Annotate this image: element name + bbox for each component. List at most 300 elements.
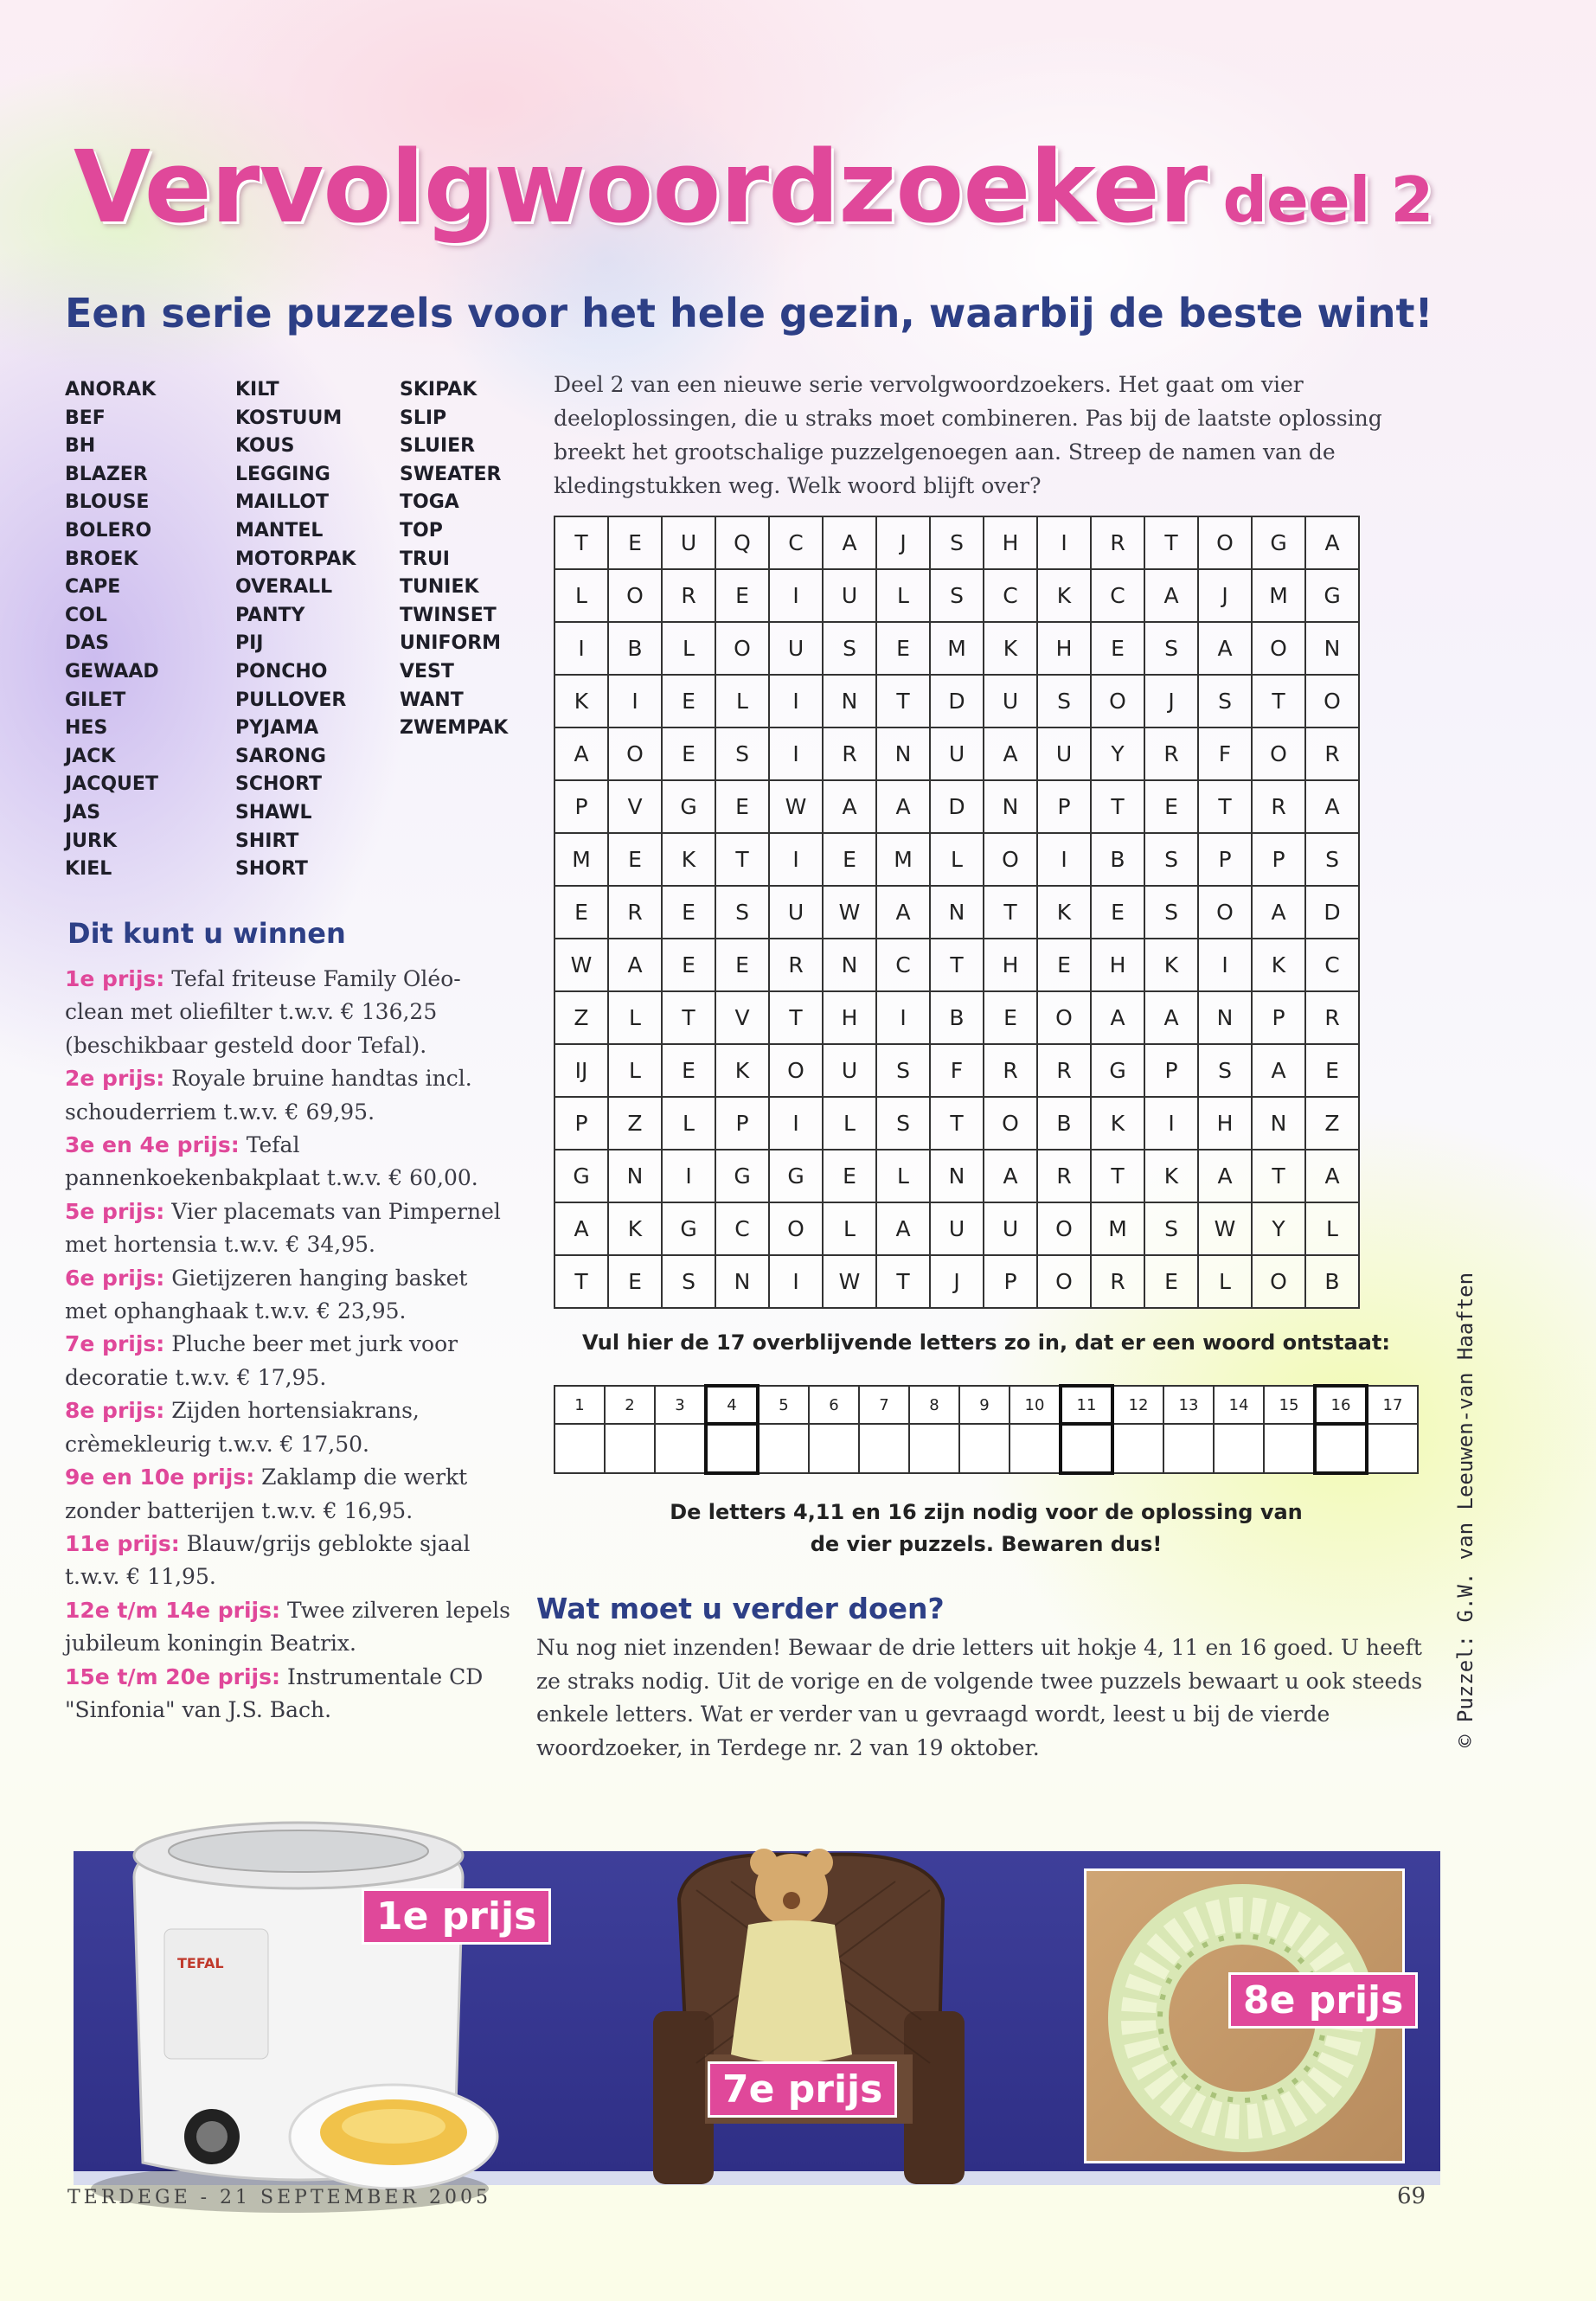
grid-cell[interactable]: U xyxy=(769,622,823,675)
grid-cell[interactable]: J xyxy=(1198,569,1252,622)
grid-cell[interactable]: S xyxy=(1144,1202,1198,1255)
grid-cell[interactable]: A xyxy=(1252,1044,1305,1097)
grid-cell[interactable]: L xyxy=(930,833,984,886)
grid-cell[interactable]: S xyxy=(715,886,769,939)
grid-cell[interactable]: R xyxy=(823,727,876,780)
grid-cell[interactable]: E xyxy=(715,569,769,622)
grid-cell[interactable]: E xyxy=(1144,1255,1198,1308)
grid-cell[interactable]: S xyxy=(1144,622,1198,675)
answer-number-row xyxy=(554,1386,1418,1424)
prize-label: 1e prijs: xyxy=(65,966,165,991)
grid-cell[interactable]: I xyxy=(1144,1097,1198,1150)
grid-cell[interactable]: L xyxy=(823,1202,876,1255)
grid-cell[interactable]: T xyxy=(876,675,930,727)
grid-cell[interactable]: A xyxy=(1252,886,1305,939)
grid-cell[interactable]: O xyxy=(608,727,662,780)
answer-box-input[interactable] xyxy=(909,1424,959,1473)
word-list-item: PYJAMA xyxy=(235,717,319,740)
grid-cell[interactable]: I xyxy=(769,675,823,727)
grid-cell[interactable]: S xyxy=(876,1097,930,1150)
grid-cell[interactable]: T xyxy=(554,516,608,569)
prize-text: Royale bruine handtas incl. schouderriem t.w.v. € 69,95. xyxy=(65,1066,472,1125)
grid-cell[interactable]: U xyxy=(1037,727,1091,780)
grid-cell[interactable]: T xyxy=(930,939,984,991)
grid-cell[interactable]: A xyxy=(1144,569,1198,622)
grid-cell[interactable]: E xyxy=(876,622,930,675)
grid-cell[interactable]: L xyxy=(876,569,930,622)
grid-cell[interactable]: N xyxy=(823,675,876,727)
word-list-item: KOSTUUM xyxy=(235,407,343,429)
grid-cell[interactable]: R xyxy=(1305,991,1359,1044)
grid-cell[interactable]: S xyxy=(1144,886,1198,939)
grid-cell[interactable]: A xyxy=(1198,622,1252,675)
grid-cell[interactable]: M xyxy=(1091,1202,1144,1255)
word-list-column-3 xyxy=(400,376,508,743)
answer-box-input[interactable] xyxy=(554,1424,605,1473)
grid-cell[interactable]: T xyxy=(1252,1150,1305,1202)
grid-cell[interactable]: C xyxy=(715,1202,769,1255)
grid-cell[interactable]: L xyxy=(1305,1202,1359,1255)
grid-cell[interactable]: A xyxy=(1305,1150,1359,1202)
grid-cell[interactable]: W xyxy=(823,1255,876,1308)
grid-cell[interactable]: C xyxy=(876,939,930,991)
grid-cell[interactable]: R xyxy=(1252,780,1305,833)
grid-cell[interactable]: M xyxy=(876,833,930,886)
word-list-item: JACQUET xyxy=(65,773,158,796)
prize-item xyxy=(65,1461,515,1528)
grid-cell[interactable]: N xyxy=(984,780,1037,833)
grid-cell[interactable]: E xyxy=(1091,886,1144,939)
grid-cell[interactable]: W xyxy=(554,939,608,991)
grid-cell[interactable]: C xyxy=(1091,569,1144,622)
grid-cell[interactable]: R xyxy=(1037,1044,1091,1097)
prize-item xyxy=(65,963,515,1062)
prize-item xyxy=(65,1528,515,1594)
grid-cell[interactable]: N xyxy=(1198,991,1252,1044)
answer-box-input[interactable] xyxy=(1315,1424,1367,1473)
grid-cell[interactable]: G xyxy=(1091,1044,1144,1097)
grid-cell[interactable]: A xyxy=(876,1202,930,1255)
grid-cell[interactable]: U xyxy=(823,569,876,622)
grid-cell[interactable]: A xyxy=(1305,516,1359,569)
grid-cell[interactable]: T xyxy=(1091,780,1144,833)
title-main: Vervolgwoordzoeker xyxy=(74,130,1208,246)
grid-cell[interactable]: N xyxy=(608,1150,662,1202)
word-search-grid xyxy=(554,516,1360,1309)
answer-box-input[interactable] xyxy=(859,1424,909,1473)
grid-cell[interactable]: A xyxy=(1198,1150,1252,1202)
grid-cell[interactable]: N xyxy=(1252,1097,1305,1150)
grid-row xyxy=(554,622,1359,675)
grid-cell[interactable]: P xyxy=(1037,780,1091,833)
grid-cell[interactable]: V xyxy=(608,780,662,833)
grid-cell[interactable]: H xyxy=(984,939,1037,991)
prize-text: Tefal pannenkoekenbakplaat t.w.v. € 60,00. xyxy=(65,1132,478,1191)
answer-box-input[interactable] xyxy=(1264,1424,1315,1473)
word-list-item: SLIP xyxy=(400,407,447,429)
word-list-item: UNIFORM xyxy=(400,632,502,655)
grid-cell[interactable]: A xyxy=(1144,991,1198,1044)
grid-cell[interactable]: N xyxy=(1305,622,1359,675)
prize-list xyxy=(65,963,515,1727)
grid-cell[interactable]: E xyxy=(608,1255,662,1308)
grid-cell[interactable]: G xyxy=(554,1150,608,1202)
grid-cell[interactable]: I xyxy=(876,991,930,1044)
word-list-item: BEF xyxy=(65,407,106,429)
grid-cell[interactable]: L xyxy=(608,991,662,1044)
grid-cell[interactable]: Y xyxy=(1091,727,1144,780)
grid-cell[interactable]: G xyxy=(715,1150,769,1202)
grid-cell[interactable]: E xyxy=(715,939,769,991)
grid-cell[interactable]: C xyxy=(984,569,1037,622)
grid-cell[interactable]: R xyxy=(769,939,823,991)
answer-note xyxy=(554,1497,1419,1561)
prize-label: 3e en 4e prijs: xyxy=(65,1132,240,1158)
grid-cell[interactable]: K xyxy=(1144,939,1198,991)
grid-cell[interactable]: O xyxy=(1037,991,1091,1044)
grid-cell[interactable]: E xyxy=(608,833,662,886)
grid-cell[interactable]: I xyxy=(769,1255,823,1308)
grid-cell[interactable]: H xyxy=(984,516,1037,569)
word-list-item: VEST xyxy=(400,660,454,683)
grid-cell[interactable]: E xyxy=(823,833,876,886)
grid-cell[interactable]: A xyxy=(823,780,876,833)
answer-box-input[interactable] xyxy=(1214,1424,1264,1473)
grid-cell[interactable]: K xyxy=(1252,939,1305,991)
answer-box-number: 2 xyxy=(605,1386,655,1424)
grid-cell[interactable]: K xyxy=(1144,1150,1198,1202)
grid-cell[interactable]: K xyxy=(715,1044,769,1097)
grid-cell[interactable]: R xyxy=(1091,1255,1144,1308)
grid-cell[interactable]: R xyxy=(1037,1150,1091,1202)
grid-cell[interactable]: N xyxy=(930,886,984,939)
grid-cell[interactable]: S xyxy=(715,727,769,780)
grid-cell[interactable]: J xyxy=(930,1255,984,1308)
answer-box-number: 12 xyxy=(1112,1386,1163,1424)
answer-box-input[interactable] xyxy=(809,1424,859,1473)
grid-cell[interactable]: P xyxy=(1198,833,1252,886)
grid-cell[interactable]: N xyxy=(823,939,876,991)
grid-cell[interactable]: E xyxy=(662,675,715,727)
grid-cell[interactable]: O xyxy=(1252,622,1305,675)
answer-box-input[interactable] xyxy=(605,1424,655,1473)
answer-box-input[interactable] xyxy=(1010,1424,1061,1473)
grid-cell[interactable]: T xyxy=(554,1255,608,1308)
grid-cell[interactable]: I xyxy=(1037,516,1091,569)
prize-label: 5e prijs: xyxy=(65,1198,165,1224)
grid-cell[interactable]: O xyxy=(1198,886,1252,939)
grid-cell[interactable]: I xyxy=(769,1097,823,1150)
grid-cell[interactable]: N xyxy=(876,727,930,780)
grid-cell[interactable]: Z xyxy=(554,991,608,1044)
footer-publication: TERDEGE - 21 SEPTEMBER 2005 xyxy=(67,2187,492,2208)
word-list-item: SHORT xyxy=(235,858,308,881)
grid-cell[interactable]: U xyxy=(769,886,823,939)
grid-cell[interactable]: B xyxy=(1037,1097,1091,1150)
grid-cell[interactable]: W xyxy=(823,886,876,939)
grid-cell[interactable]: T xyxy=(1144,516,1198,569)
grid-cell[interactable]: I xyxy=(1037,833,1091,886)
grid-cell[interactable]: P xyxy=(715,1097,769,1150)
grid-cell[interactable]: A xyxy=(876,780,930,833)
grid-cell[interactable]: L xyxy=(554,569,608,622)
prize-label: 7e prijs: xyxy=(65,1331,165,1357)
word-list-item: SHIRT xyxy=(235,830,299,852)
grid-cell[interactable]: Q xyxy=(715,516,769,569)
grid-cell[interactable]: L xyxy=(608,1044,662,1097)
grid-cell[interactable]: N xyxy=(930,1150,984,1202)
grid-cell[interactable]: R xyxy=(1144,727,1198,780)
answer-box-number: 13 xyxy=(1163,1386,1214,1424)
grid-cell[interactable]: A xyxy=(1091,991,1144,1044)
grid-cell[interactable]: G xyxy=(1305,569,1359,622)
grid-cell[interactable]: A xyxy=(608,939,662,991)
grid-cell[interactable]: M xyxy=(554,833,608,886)
subtitle: Een serie puzzels voor het hele gezin, waarbij de beste wint! xyxy=(65,290,1433,336)
grid-cell[interactable]: R xyxy=(984,1044,1037,1097)
prize-text: Gietijzeren hanging basket met ophanghaak t.w.v. € 23,95. xyxy=(65,1265,468,1324)
grid-cell[interactable]: E xyxy=(662,1044,715,1097)
grid-cell[interactable]: F xyxy=(930,1044,984,1097)
grid-cell[interactable]: D xyxy=(1305,886,1359,939)
prize-text: Instrumentale CD "Sinfonia" van J.S. Bach. xyxy=(65,1663,484,1722)
word-list-item: KILT xyxy=(235,379,279,401)
grid-cell[interactable]: L xyxy=(823,1097,876,1150)
grid-cell[interactable]: R xyxy=(608,886,662,939)
grid-cell[interactable]: Z xyxy=(1305,1097,1359,1150)
answer-box-number: 7 xyxy=(859,1386,909,1424)
grid-cell[interactable]: E xyxy=(662,939,715,991)
grid-cell[interactable]: H xyxy=(1198,1097,1252,1150)
answer-box-input[interactable] xyxy=(655,1424,706,1473)
grid-cell[interactable]: U xyxy=(984,1202,1037,1255)
grid-cell[interactable]: G xyxy=(662,780,715,833)
grid-cell[interactable]: U xyxy=(823,1044,876,1097)
grid-cell[interactable]: L xyxy=(662,1097,715,1150)
grid-cell[interactable]: A xyxy=(554,727,608,780)
prize-item xyxy=(65,1262,515,1329)
grid-cell[interactable]: H xyxy=(1037,622,1091,675)
grid-cell[interactable]: E xyxy=(1305,1044,1359,1097)
grid-cell[interactable]: S xyxy=(930,516,984,569)
grid-cell[interactable]: E xyxy=(608,516,662,569)
grid-cell[interactable]: L xyxy=(876,1150,930,1202)
grid-cell[interactable]: K xyxy=(662,833,715,886)
grid-cell[interactable]: P xyxy=(1144,1044,1198,1097)
grid-cell[interactable]: U xyxy=(984,675,1037,727)
grid-cell[interactable]: R xyxy=(1091,516,1144,569)
grid-cell[interactable]: A xyxy=(984,1150,1037,1202)
word-list-item: JURK xyxy=(65,830,118,852)
grid-cell[interactable]: B xyxy=(1091,833,1144,886)
grid-cell[interactable]: E xyxy=(823,1150,876,1202)
grid-cell[interactable]: K xyxy=(1037,569,1091,622)
grid-cell[interactable]: I xyxy=(769,833,823,886)
grid-cell[interactable]: E xyxy=(1144,780,1198,833)
grid-cell[interactable]: T xyxy=(769,991,823,1044)
grid-cell[interactable]: O xyxy=(715,622,769,675)
grid-cell[interactable]: L xyxy=(662,622,715,675)
grid-cell[interactable]: E xyxy=(662,886,715,939)
answer-box-input[interactable] xyxy=(1061,1424,1112,1473)
prize-label: 2e prijs: xyxy=(65,1066,165,1092)
prize-label: 9e en 10e prijs: xyxy=(65,1465,255,1490)
grid-cell[interactable]: J xyxy=(1144,675,1198,727)
grid-cell[interactable]: G xyxy=(1252,516,1305,569)
word-list-item: MAILLOT xyxy=(235,491,330,514)
grid-cell[interactable]: T xyxy=(1091,1150,1144,1202)
grid-cell[interactable]: M xyxy=(1252,569,1305,622)
grid-cell[interactable]: P xyxy=(984,1255,1037,1308)
grid-cell[interactable]: A xyxy=(823,516,876,569)
word-list-item: TOP xyxy=(400,519,443,542)
grid-cell[interactable]: O xyxy=(1037,1255,1091,1308)
grid-cell[interactable]: O xyxy=(984,833,1037,886)
chair-teddy-photo xyxy=(644,1795,973,2202)
grid-cell[interactable]: S xyxy=(823,622,876,675)
word-list-item: JAS xyxy=(65,801,101,824)
grid-cell[interactable]: O xyxy=(1198,516,1252,569)
grid-cell[interactable]: Y xyxy=(1252,1202,1305,1255)
grid-cell[interactable]: W xyxy=(769,780,823,833)
grid-cell[interactable]: T xyxy=(662,991,715,1044)
grid-cell[interactable]: S xyxy=(662,1255,715,1308)
grid-cell[interactable]: I xyxy=(769,569,823,622)
grid-cell[interactable]: E xyxy=(1091,622,1144,675)
grid-cell[interactable]: J xyxy=(876,516,930,569)
grid-cell[interactable]: D xyxy=(930,675,984,727)
grid-cell[interactable]: P xyxy=(1252,991,1305,1044)
answer-box-input[interactable] xyxy=(758,1424,809,1473)
word-list-item: GILET xyxy=(65,689,126,711)
grid-cell[interactable]: T xyxy=(984,886,1037,939)
grid-cell[interactable]: B xyxy=(608,622,662,675)
grid-cell[interactable]: H xyxy=(823,991,876,1044)
grid-cell[interactable]: L xyxy=(715,675,769,727)
grid-cell[interactable]: S xyxy=(930,569,984,622)
grid-cell[interactable]: A xyxy=(1305,780,1359,833)
grid-cell[interactable]: I xyxy=(769,727,823,780)
word-list-item: BH xyxy=(65,435,96,458)
answer-box-number: 4 xyxy=(706,1386,758,1424)
grid-cell[interactable]: A xyxy=(984,727,1037,780)
grid-cell[interactable]: G xyxy=(662,1202,715,1255)
grid-cell[interactable]: P xyxy=(554,1097,608,1150)
grid-cell[interactable]: T xyxy=(1252,675,1305,727)
grid-cell[interactable]: P xyxy=(1252,833,1305,886)
prize-text: Twee zilveren lepels jubileum koningin Beatrix. xyxy=(65,1597,510,1657)
grid-row xyxy=(554,780,1359,833)
grid-cell[interactable]: W xyxy=(1198,1202,1252,1255)
grid-cell[interactable]: S xyxy=(1305,833,1359,886)
grid-cell[interactable]: R xyxy=(662,569,715,622)
grid-cell[interactable]: O xyxy=(769,1044,823,1097)
grid-cell[interactable]: U xyxy=(930,727,984,780)
grid-cell[interactable]: V xyxy=(715,991,769,1044)
grid-cell[interactable]: B xyxy=(930,991,984,1044)
grid-cell[interactable]: E xyxy=(715,780,769,833)
word-list-item: BLAZER xyxy=(65,463,148,485)
answer-box-input[interactable] xyxy=(1112,1424,1163,1473)
grid-cell[interactable]: N xyxy=(715,1255,769,1308)
word-list-item: PONCHO xyxy=(235,660,328,683)
word-list-item: BLOUSE xyxy=(65,491,150,514)
grid-cell[interactable]: T xyxy=(715,833,769,886)
word-list-item: KIEL xyxy=(65,858,112,881)
grid-cell[interactable]: K xyxy=(1037,886,1091,939)
grid-cell[interactable]: T xyxy=(930,1097,984,1150)
grid-cell[interactable]: F xyxy=(1198,727,1252,780)
answer-box-input[interactable] xyxy=(706,1424,758,1473)
grid-cell[interactable]: E xyxy=(984,991,1037,1044)
grid-cell[interactable]: S xyxy=(1198,675,1252,727)
grid-cell[interactable]: C xyxy=(1305,939,1359,991)
grid-cell[interactable]: K xyxy=(608,1202,662,1255)
grid-cell[interactable]: U xyxy=(930,1202,984,1255)
grid-cell[interactable]: O xyxy=(1305,675,1359,727)
grid-cell[interactable]: E xyxy=(662,727,715,780)
prize-item xyxy=(65,1328,515,1394)
grid-cell[interactable]: K xyxy=(984,622,1037,675)
grid-cell[interactable]: A xyxy=(554,1202,608,1255)
word-list-item: LEGGING xyxy=(235,463,330,485)
grid-cell[interactable]: S xyxy=(1198,1044,1252,1097)
answer-box-input[interactable] xyxy=(959,1424,1010,1473)
grid-cell[interactable]: I xyxy=(554,622,608,675)
grid-cell[interactable]: T xyxy=(1198,780,1252,833)
grid-cell[interactable]: C xyxy=(769,516,823,569)
answer-box-input[interactable] xyxy=(1163,1424,1214,1473)
grid-cell[interactable]: H xyxy=(1091,939,1144,991)
grid-cell[interactable]: D xyxy=(930,780,984,833)
grid-cell[interactable]: K xyxy=(1091,1097,1144,1150)
grid-cell[interactable]: IJ xyxy=(554,1044,608,1097)
grid-cell[interactable]: S xyxy=(1144,833,1198,886)
grid-cell[interactable]: E xyxy=(554,886,608,939)
word-list-item: SKIPAK xyxy=(400,379,478,401)
next-steps-heading: Wat moet u verder doen? xyxy=(536,1592,945,1625)
grid-cell[interactable]: P xyxy=(554,780,608,833)
grid-cell[interactable]: T xyxy=(876,1255,930,1308)
grid-cell[interactable]: I xyxy=(662,1150,715,1202)
grid-cell[interactable]: B xyxy=(1305,1255,1359,1308)
grid-cell[interactable]: L xyxy=(1198,1255,1252,1308)
grid-cell[interactable]: G xyxy=(769,1150,823,1202)
grid-cell[interactable]: S xyxy=(1037,675,1091,727)
grid-cell[interactable]: O xyxy=(1252,727,1305,780)
grid-cell[interactable]: O xyxy=(1037,1202,1091,1255)
word-list-item: SARONG xyxy=(235,745,326,767)
grid-cell[interactable]: Z xyxy=(608,1097,662,1150)
grid-cell[interactable]: A xyxy=(876,886,930,939)
grid-cell[interactable]: I xyxy=(1198,939,1252,991)
grid-cell[interactable]: O xyxy=(769,1202,823,1255)
grid-cell[interactable]: I xyxy=(608,675,662,727)
grid-cell[interactable]: E xyxy=(1037,939,1091,991)
grid-cell[interactable]: O xyxy=(984,1097,1037,1150)
grid-cell[interactable]: R xyxy=(1305,727,1359,780)
grid-cell[interactable]: O xyxy=(1252,1255,1305,1308)
grid-cell[interactable]: M xyxy=(930,622,984,675)
grid-cell[interactable]: K xyxy=(554,675,608,727)
word-list-item: TRUI xyxy=(400,548,450,570)
answer-box-input[interactable] xyxy=(1367,1424,1418,1473)
grid-cell[interactable]: O xyxy=(1091,675,1144,727)
grid-cell[interactable]: S xyxy=(876,1044,930,1097)
grid-cell[interactable]: U xyxy=(662,516,715,569)
grid-cell[interactable]: O xyxy=(608,569,662,622)
prize-item xyxy=(65,1129,515,1195)
